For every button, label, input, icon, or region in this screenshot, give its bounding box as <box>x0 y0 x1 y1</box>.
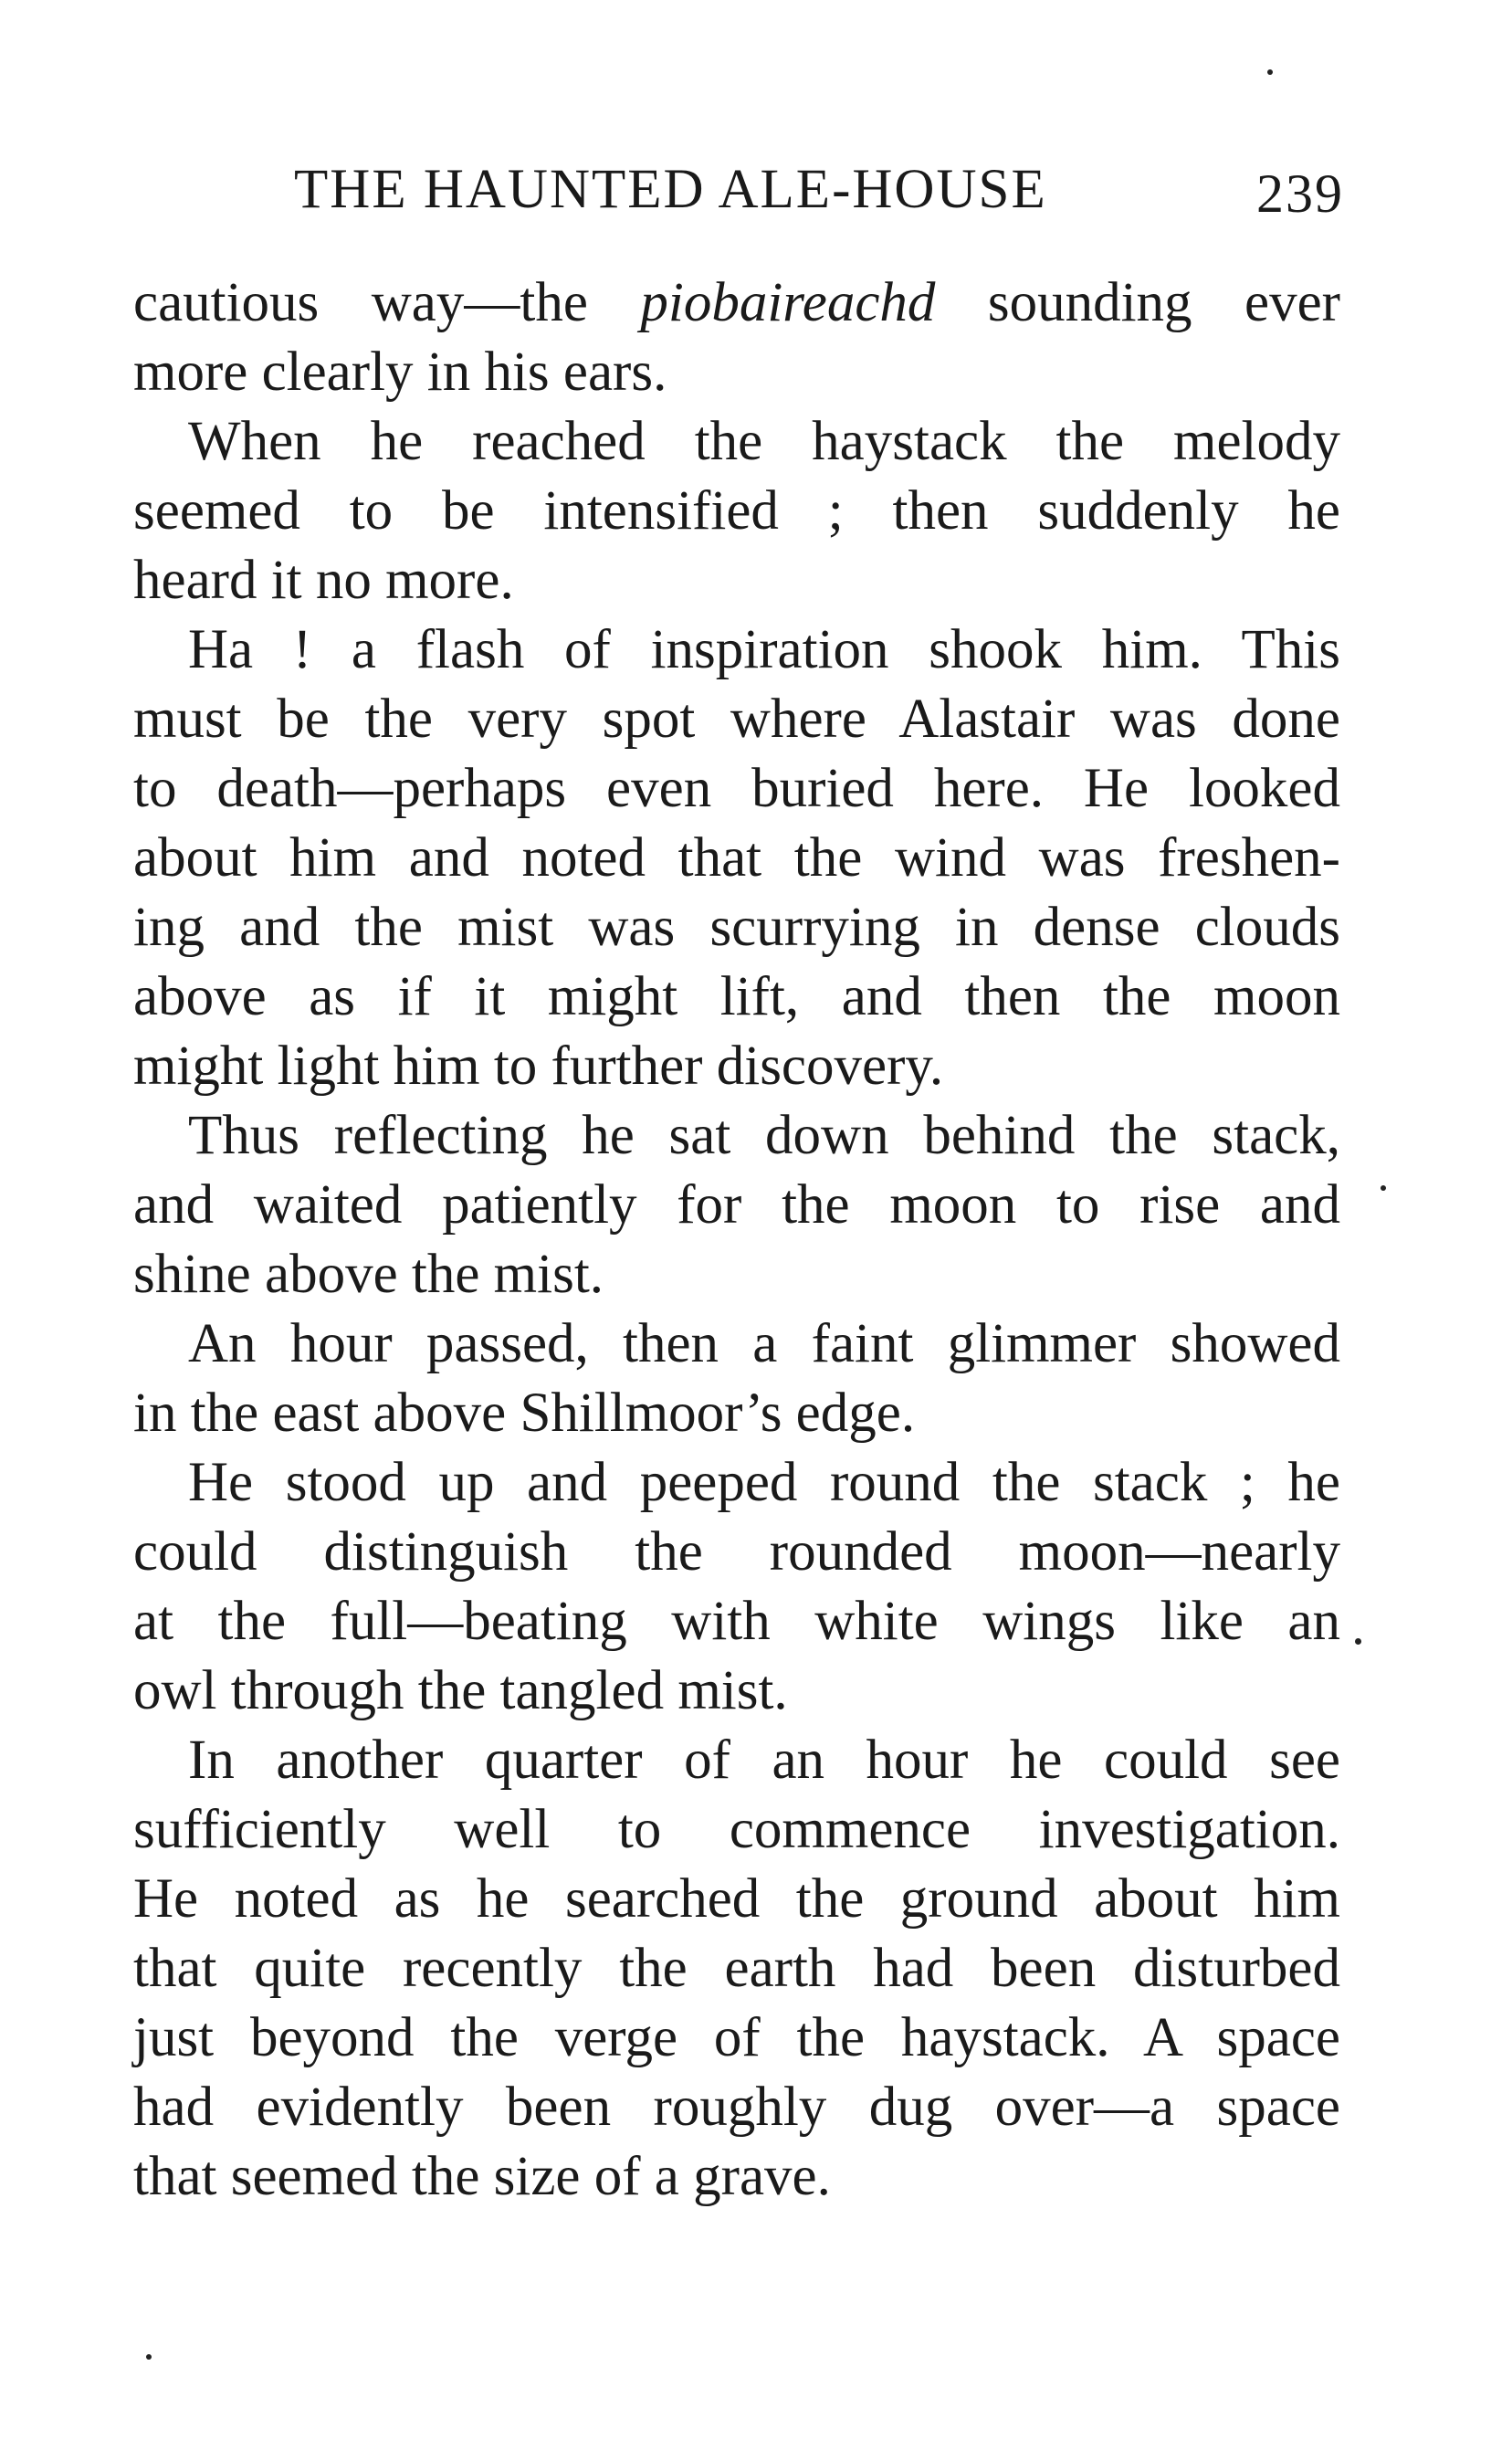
italic-term: piobaireachd <box>640 272 936 333</box>
scan-speck <box>1381 1185 1386 1191</box>
scan-speck <box>146 2354 152 2360</box>
text-line: and waited patiently for the moon to rise and <box>133 1174 1340 1236</box>
text-line: seemed to be intensified ; then suddenly he <box>133 480 1340 542</box>
text-line: more clearly in his ears. <box>133 342 667 403</box>
text-line: at the full—beating with white wings like an <box>133 1591 1340 1652</box>
page-number: 239 <box>1256 163 1344 224</box>
running-head <box>294 153 1344 226</box>
text-line: just beyond the verge of the haystack. A space <box>133 2007 1340 2068</box>
text-line: that quite recently the earth had been disturbed <box>133 1938 1340 1999</box>
text-line: could distinguish the rounded moon—nearly <box>133 1521 1340 1583</box>
text-line: about him and noted that the wind was freshen- <box>133 827 1340 889</box>
text-line: must be the very spot where Alastair was done <box>133 689 1340 750</box>
text-line: When he reached the haystack the melody <box>188 411 1340 472</box>
text-line: In another quarter of an hour he could see <box>188 1730 1340 1791</box>
text-line: ing and the mist was scurrying in dense clouds <box>133 897 1340 958</box>
text-line: might light him to further discovery. <box>133 1036 944 1097</box>
text-line: that seemed the size of a grave. <box>133 2146 831 2207</box>
text-line: sufficiently well to commence investigation. <box>133 1799 1340 1860</box>
text-line: He stood up and peeped round the stack ; he <box>188 1452 1340 1513</box>
text-line: in the east above Shillmoor’s edge. <box>133 1383 916 1444</box>
text-line: Ha ! a flash of inspiration shook him. This <box>188 619 1340 680</box>
text-line: He noted as he searched the ground about him <box>133 1868 1340 1930</box>
text-line: An hour passed, then a faint glimmer showed <box>188 1313 1340 1374</box>
body-text <box>133 268 1340 2212</box>
text-line: owl through the tangled mist. <box>133 1660 788 1721</box>
text-line: above as if it might lift, and then the moon <box>133 966 1340 1027</box>
scan-speck <box>1267 69 1273 75</box>
scan-speck <box>1355 1638 1361 1645</box>
text-line: had evidently been roughly dug over—a space <box>133 2077 1340 2138</box>
running-title: THE HAUNTED ALE-HOUSE <box>294 159 1047 220</box>
text-line: heard it no more. <box>133 550 514 611</box>
text-line: Thus reflecting he sat down behind the stack, <box>188 1105 1340 1166</box>
text-line: cautious way—the piobaireachd sounding ever <box>133 272 1340 333</box>
text-line: shine above the mist. <box>133 1244 604 1305</box>
text-line: to death—perhaps even buried here. He looked <box>133 758 1340 819</box>
